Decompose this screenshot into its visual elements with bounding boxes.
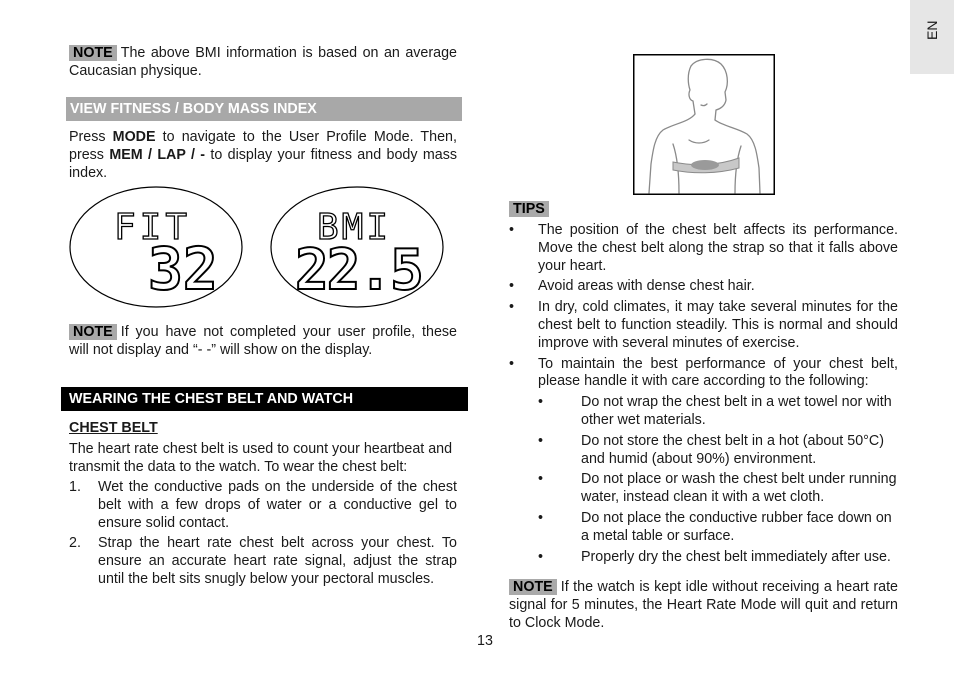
note-profile [69, 324, 457, 360]
list-item: • Do not store the chest belt in a hot (about 50°C) and humid (about 90%) environment. [538, 432, 884, 467]
bmi-label: BMI [317, 207, 392, 248]
list-item: • Properly dry the chest belt immediately after use. [538, 548, 891, 565]
care-sub-list [509, 394, 898, 566]
list-item: • To maintain the best performance of your chest belt, please handle it with care according to the following: • Do not wrap the chest belt in a wet towel nor with other wet materials. • Do not store the chest belt in a hot (about 50°C) and humid (about 90%) environment. • Do not place or wash the chest belt under running water, instead clean it with a wet cloth. • Do not place the conductive rubber face down on a metal table or surface. • Properly dry the chest belt immediately after use. [509, 355, 898, 565]
note-text: If you have not completed your user profile, these will not display and “- -” will show on the display. [69, 324, 457, 358]
chest-belt-intro: The heart rate chest belt is used to count your heartbeat and transmit the data to the watch. To wear the chest belt: [69, 441, 453, 475]
page-number: 13 [477, 633, 493, 649]
list-item: • Avoid areas with dense chest hair. [509, 278, 755, 295]
list-item: • Do not wrap the chest belt in a wet towel nor with other wet materials. [538, 394, 892, 428]
mem-lap-button-label: MEM / LAP / - [109, 146, 206, 163]
bmi-value: 22.5 [295, 238, 422, 303]
chest-belt-figure-illustration [633, 54, 775, 195]
note-heart-rate-idle [509, 579, 898, 632]
note-tag: NOTE [69, 45, 117, 61]
fit-display-illustration [68, 185, 246, 311]
tips-section [509, 201, 549, 219]
mode-button-label: MODE [112, 129, 156, 145]
chest-belt-heading: CHEST BELT [69, 420, 158, 436]
fit-value: 32 [148, 235, 218, 303]
bmi-display-illustration [269, 185, 447, 311]
steps-list [69, 479, 457, 592]
note-text: The above BMI information is based on an average Caucasian physique. [69, 45, 457, 79]
note-tag: NOTE [509, 579, 557, 595]
fit-label: FIT [114, 207, 192, 248]
note-tag: NOTE [69, 324, 117, 340]
list-item: • In dry, cold climates, it may take several minutes for the chest belt to function steadily. This is normal and should improve with several minutes of exercise. [509, 299, 898, 351]
language-tab [910, 0, 954, 74]
tips-tag: TIPS [509, 201, 549, 217]
list-item: • Do not place the conductive rubber face down on a metal table or surface. [538, 509, 892, 544]
list-item: 1. Wet the conductive pads on the underside of the chest belt with a few drops of water or a conductive gel to ensure solid contact. [69, 479, 457, 531]
tips-list [509, 222, 898, 569]
language-label: EN [924, 20, 940, 40]
note-text: If the watch is kept idle without receiving a heart rate signal for 5 minutes, the Heart Rate Mode will quit and return to Clock Mode. [509, 579, 898, 631]
section-title-fitness-bmi: VIEW FITNESS / BODY MASS INDEX [66, 97, 462, 121]
note-bmi [69, 45, 457, 81]
list-item: • The position of the chest belt affects its performance. Move the chest belt along the strap so that it falls above your heart. [509, 222, 898, 274]
list-item: 2. Strap the heart rate chest belt across your chest. To ensure an accurate heart rate signal, adjust the strap until the belt sits snugly below your pectoral muscles. [69, 535, 457, 587]
list-item: • Do not place or wash the chest belt under running water, instead clean it with a wet cloth. [538, 471, 897, 506]
section-title-chest-belt: WEARING THE CHEST BELT AND WATCH [61, 387, 468, 411]
press-instructions: Press MODE to navigate to the User Profile Mode. Then, press MEM / LAP / - to display your fitness and body mass index. [69, 129, 457, 181]
